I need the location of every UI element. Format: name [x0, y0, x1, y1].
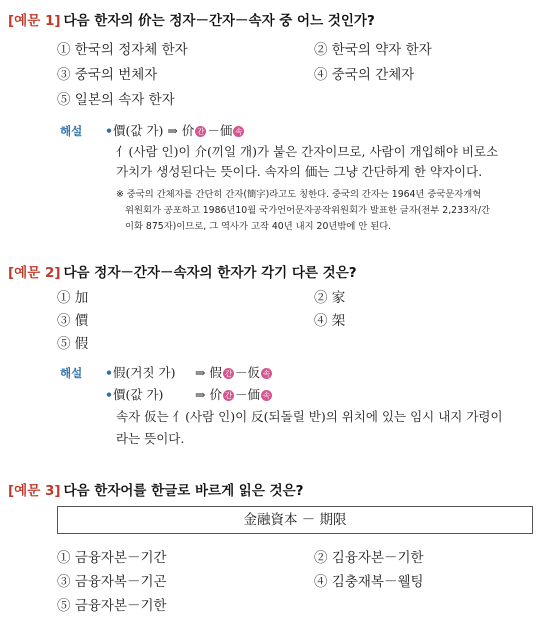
ex2-formula-1-result	[195, 363, 273, 381]
ex2-option-2: ② 家	[314, 290, 346, 306]
ex1-option-1: ① 한국의 정자체 한자	[57, 42, 188, 58]
ex2-formula-2-result	[195, 385, 273, 403]
ex1-formula	[105, 121, 245, 139]
ex1-explanation-label: 해설	[60, 124, 83, 138]
ex1-option-2: ② 한국의 약자 한자	[314, 42, 432, 58]
example-1-tag: [예문 1]	[8, 13, 61, 29]
ex2-formula-2-a: 價(값 가)	[113, 387, 164, 402]
ex2-explanation-label: 해설	[60, 366, 83, 380]
example-1-question	[8, 9, 375, 29]
ex2-explanation-line-2: 라는 뜻이다.	[116, 431, 185, 446]
example-2-question	[8, 261, 357, 281]
bullet-icon: •	[105, 123, 113, 138]
ex2-option-3: ③ 價	[57, 313, 89, 329]
example-3-question-text: 다음 한자어를 한글로 바르게 읽은 것은?	[63, 483, 304, 499]
ex2-formula-1-a: 假(거짓 가)	[113, 365, 176, 380]
ex2-formula-1	[105, 363, 175, 381]
ex3-option-3: ③ 금융자복－기곤	[57, 574, 167, 590]
bullet-icon: •	[105, 387, 113, 402]
ex1-formula-main: 價(값 가) ⇒ 价	[113, 123, 195, 138]
ex1-formula-mid: －価	[207, 123, 233, 138]
ex2-formula-2	[105, 385, 163, 403]
example-3-question	[8, 479, 304, 499]
ex1-option-4: ④ 중국의 간체자	[314, 67, 415, 83]
ex3-option-4: ④ 김충재복－웰팅	[314, 574, 424, 590]
ex1-note-line-1: ※ 중국의 간체자를 간단히 간자(簡字)라고도 칭한다. 중국의 간자는 1964년 중국문자개혁	[116, 189, 482, 200]
ex3-option-1: ① 금융자본－기간	[57, 550, 167, 566]
ex2-option-1: ① 加	[57, 290, 89, 306]
example-2-question-text: 다음 정자－간자－속자의 한자가 각기 다른 것은?	[63, 265, 357, 281]
ex1-explanation-line-1: 亻(사람 인)이 介(끼일 개)가 붙은 간자이므로, 사람이 개입해야 비로소	[116, 144, 499, 159]
ex1-note-line-2: 위원회가 공포하고 1986년10월 국가언어문자공작위원회가 발표한 글자(전부 2,233자/간	[125, 205, 491, 216]
ex1-option-5: ⑤ 일본의 속자 한자	[57, 92, 175, 108]
ex2-formula-2-b: ⇒ 价	[195, 387, 222, 402]
example-3-tag: [예문 3]	[8, 483, 61, 499]
simplified-badge: 간	[224, 369, 233, 378]
ex2-formula-1-c: －仮	[234, 365, 260, 380]
ex3-option-5: ⑤ 금융자본－기한	[57, 598, 167, 614]
ex2-formula-2-c: －価	[234, 387, 260, 402]
ex3-option-2: ② 김융자본－기한	[314, 550, 424, 566]
example-1-question-text: 다음 한자의 价는 정자－간자－속자 중 어느 것인가?	[63, 13, 375, 29]
ex1-option-3: ③ 중국의 번체자	[57, 67, 158, 83]
ex1-note-line-3: 이화 875자)이므로, 그 역사가 고작 40년 내지 20년밖에 안 된다.	[125, 221, 392, 232]
ex3-hanja-box: 金融資本 － 期限	[57, 506, 533, 534]
bullet-icon: •	[105, 365, 113, 380]
simplified-badge: 간	[197, 127, 205, 136]
simplified-badge: 간	[224, 391, 233, 400]
popular-badge: 속	[262, 391, 271, 400]
popular-badge: 속	[235, 127, 243, 136]
ex1-explanation-line-2: 가치가 생성된다는 뜻이다. 속자의 価는 그냥 간단하게 한 약자이다.	[116, 164, 483, 179]
popular-badge: 속	[262, 369, 271, 378]
ex2-option-4: ④ 架	[314, 313, 346, 329]
example-2-tag: [예문 2]	[8, 265, 61, 281]
ex2-formula-1-b: ⇒ 假	[195, 365, 222, 380]
ex2-option-5: ⑤ 假	[57, 336, 89, 352]
ex2-explanation-line-1: 속자 仮는 亻(사람 인)이 反(되돌릴 반)의 위치에 있는 임시 내지 가령이	[116, 409, 503, 424]
